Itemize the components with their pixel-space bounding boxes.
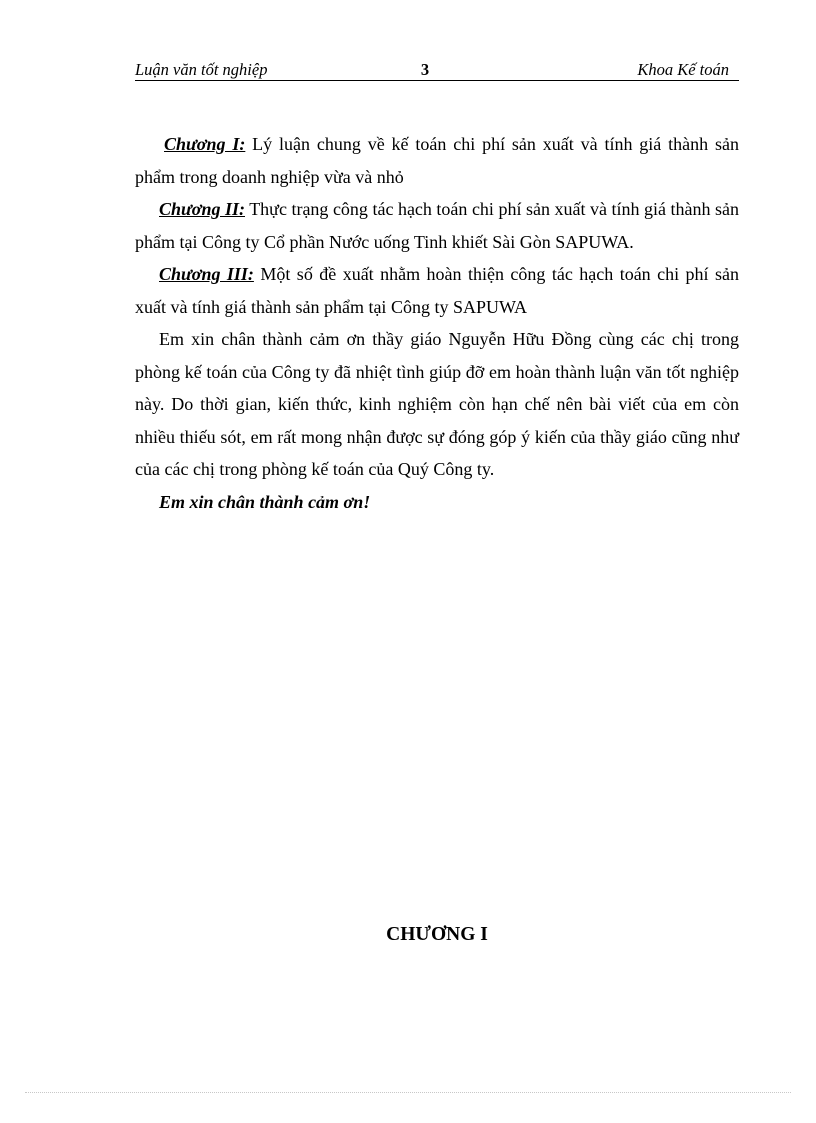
closing-thanks: Em xin chân thành cảm ơn! — [159, 491, 371, 512]
acknowledgement-paragraph: Em xin chân thành cảm ơn thầy giáo Nguyễn Hữu Đồng cùng các chị trong phòng kế toán của Công ty đã nhiệt tình giúp đỡ em hoàn thành luận văn tốt nghiệp này. Do thời gian, kiến thức, kinh nghiệm còn hạn chế nên bài viết của em còn nhiều thiếu sót, em rất mong nhận được sự đóng góp ý kiến của thầy giáo cũng như của các chị trong phòng kế toán của Quý Công ty. — [135, 329, 739, 479]
chapter-2-label: Chương II: — [159, 199, 245, 219]
chapter-1-text: Lý luận chung về kế toán chi phí sản xuất và tính giá thành sản phẩm trong doanh nghiệp vừa và nhỏ — [135, 134, 739, 187]
chapter-2-text: Thực trạng công tác hạch toán chi phí sản xuất và tính giá thành sản phẩm tại Công ty Cổ phần Nước uống Tinh khiết Sài Gòn SAPUWA. — [135, 199, 739, 252]
page-header — [135, 58, 739, 81]
chapter-3-summary — [135, 258, 739, 323]
chapter-3-text: Một số đề xuất nhằm hoàn thiện công tác hạch toán chi phí sản xuất và tính giá thành sản phẩm tại Công ty SAPUWA — [135, 264, 739, 317]
document-body — [135, 128, 739, 518]
chapter-3-label: Chương III: — [159, 264, 254, 284]
page-footer-divider — [25, 1092, 791, 1093]
page-number: 3 — [420, 60, 430, 79]
chapter-1-summary — [135, 128, 739, 193]
header-thesis-title: Luận văn tốt nghiệp — [135, 60, 268, 79]
chapter-2-summary — [135, 193, 739, 258]
header-faculty: Khoa Kế toán — [637, 60, 729, 79]
chapter-1-label: Chương I: — [164, 134, 246, 154]
chapter-heading: CHƯƠNG I — [386, 924, 488, 945]
